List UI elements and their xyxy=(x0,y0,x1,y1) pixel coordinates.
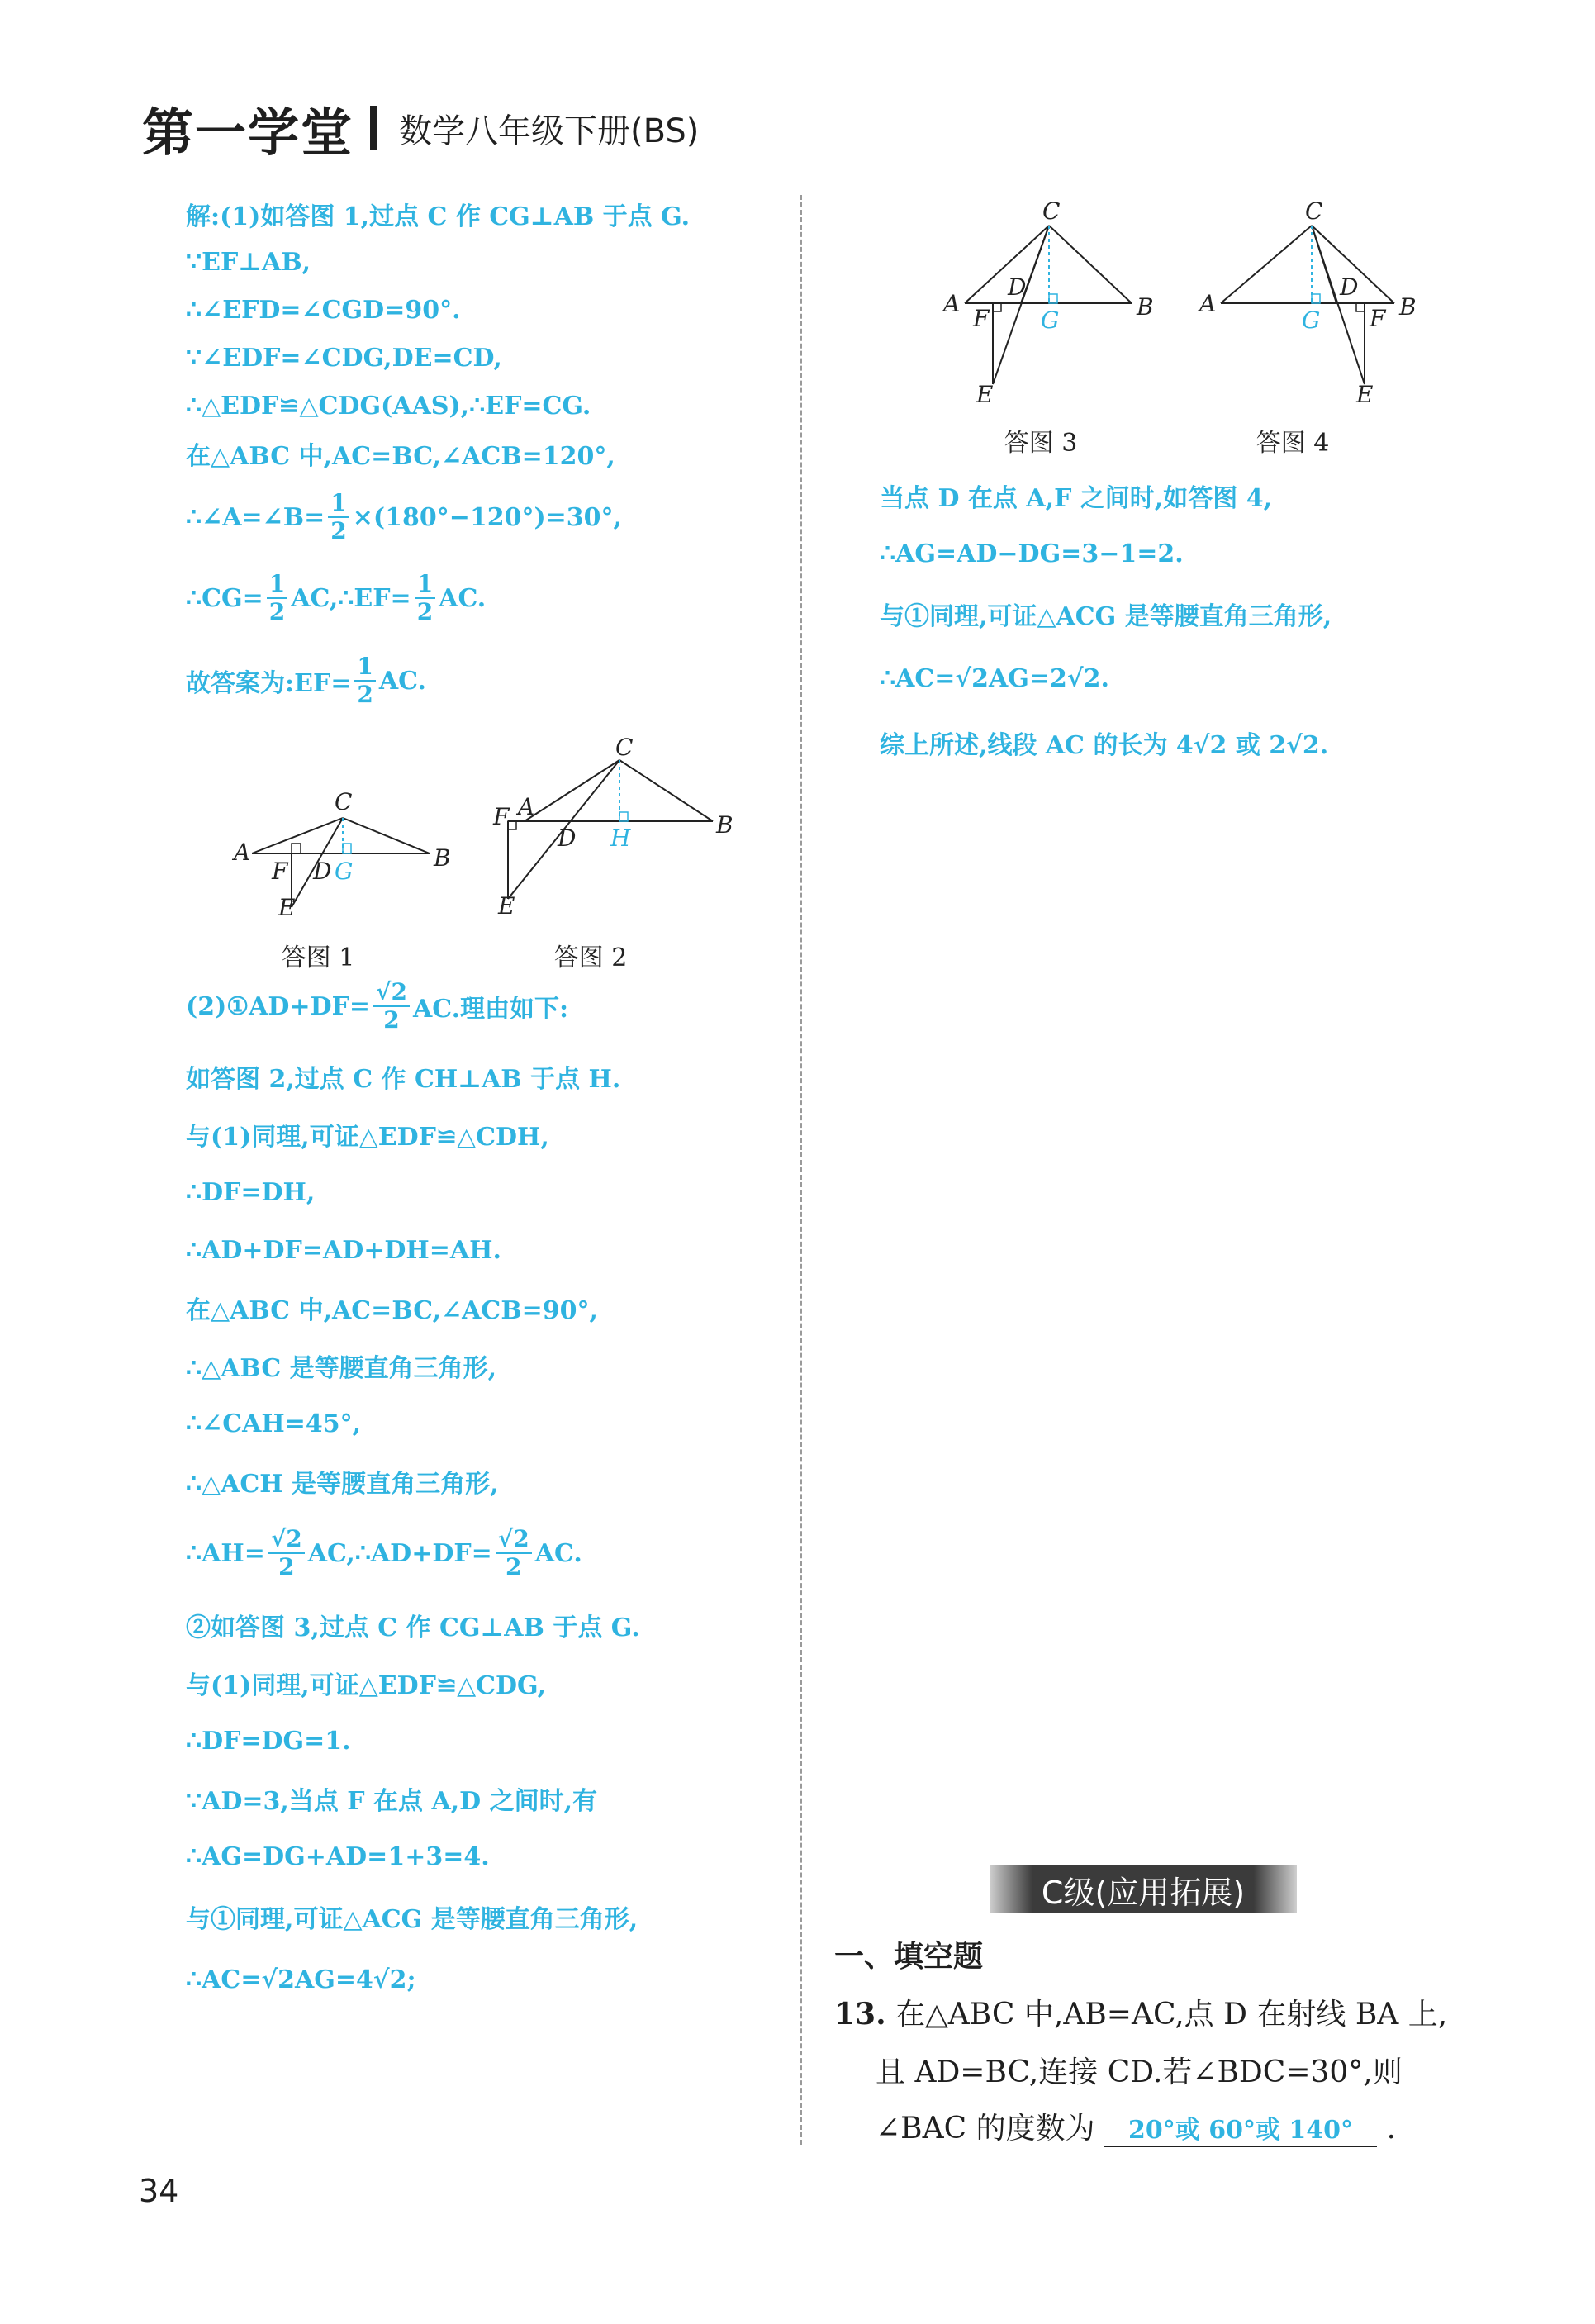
solution-line: 与(1)同理,可证△EDF≌△CDG, xyxy=(186,1671,547,1700)
solution-line: ∴∠CAH=45°, xyxy=(186,1409,362,1438)
brand-title: 第一学堂 xyxy=(142,102,354,163)
label-D: D xyxy=(1340,273,1359,301)
solution-line: 综上所述,线段 AC 的长为 4√2 或 2√2. xyxy=(880,731,1329,760)
label-A: A xyxy=(1199,290,1217,317)
solution-line: 当点 D 在点 A,F 之间时,如答图 4, xyxy=(880,484,1273,513)
book-title: 数学八年级下册(BS) xyxy=(399,112,700,150)
solution-line: 在△ABC 中,AC=BC,∠ACB=90°, xyxy=(186,1296,598,1325)
label-F: F xyxy=(272,858,288,885)
label-C: C xyxy=(1042,197,1061,225)
solution-line: ∴DF=DH, xyxy=(186,1177,316,1207)
label-A: A xyxy=(234,839,251,866)
section-title: 一、填空题 xyxy=(834,1940,984,1974)
label-E: E xyxy=(1356,381,1374,408)
solution-line: 与(1)同理,可证△EDF≌△CDH, xyxy=(186,1123,549,1152)
page-number: 34 xyxy=(139,2173,179,2209)
solution-line: ∴△EDF≌△CDG(AAS),∴EF=CG. xyxy=(186,391,591,421)
label-C: C xyxy=(615,734,634,761)
figure-3-diagram xyxy=(925,194,1181,409)
label-F: F xyxy=(973,305,990,332)
solution-line: ∴AH= $\frac{√2}{2}$ AC,∴AD+DF= $\frac{√2}{2}$ AC. xyxy=(186,1525,582,1580)
label-D: D xyxy=(313,858,332,885)
label-B: B xyxy=(434,844,451,872)
header-divider xyxy=(370,106,377,150)
solution-line: ②如答图 3,过点 C 作 CG⊥AB 于点 G. xyxy=(186,1613,640,1642)
fraction: $\frac{√2}{2}$ xyxy=(268,1528,305,1579)
solution-line: 故答案为:EF= $\frac{1}{2}$ AC. xyxy=(186,653,426,708)
figure-row-3-4 xyxy=(834,194,1512,467)
solution-line: ∴△ABC 是等腰直角三角形, xyxy=(186,1354,497,1383)
left-column xyxy=(186,190,781,2011)
label-H: H xyxy=(610,825,631,852)
solution-line: ∵EF⊥AB, xyxy=(186,247,311,277)
fraction: $\frac{1}{2}$ xyxy=(415,573,435,624)
label-A: A xyxy=(518,793,535,820)
solution-line: 与①同理,可证△ACG 是等腰直角三角形, xyxy=(186,1905,638,1934)
solution-line: 在△ABC 中,AC=BC,∠ACB=120°, xyxy=(186,442,615,471)
question-number: 13. xyxy=(834,1997,886,2032)
solution-line: 解:(1)如答图 1,过点 C 作 CG⊥AB 于点 G. xyxy=(186,202,691,231)
level-badge xyxy=(990,1865,1297,1913)
label-C: C xyxy=(335,788,353,815)
solution-line: ∴CG= $\frac{1}{2}$ AC,∴EF= $\frac{1}{2}$ AC. xyxy=(186,570,487,625)
solution-line: ∴∠EFD=∠CGD=90°. xyxy=(186,295,461,325)
label-C: C xyxy=(1305,197,1323,225)
label-G: G xyxy=(1302,307,1321,334)
fraction: $\frac{1}{2}$ xyxy=(267,573,287,624)
figure-4-diagram xyxy=(1181,194,1437,409)
solution-line: ∴AC=√2AG=2√2. xyxy=(880,663,1109,693)
figure-row-1-2 xyxy=(186,734,781,972)
right-column xyxy=(834,194,1512,774)
label-G: G xyxy=(1041,307,1060,334)
fraction: $\frac{√2}{2}$ xyxy=(496,1528,532,1579)
label-E: E xyxy=(278,894,296,921)
label-B: B xyxy=(1137,293,1154,321)
figure-2-diagram xyxy=(450,734,733,920)
question-line: 13. 在△ABC 中,AB=AC,点 D 在射线 BA 上, xyxy=(834,1997,1448,2032)
figure-caption: 答图 2 xyxy=(553,943,628,972)
label-E: E xyxy=(976,381,994,408)
solution-line: ∵AD=3,当点 F 在点 A,D 之间时,有 xyxy=(186,1787,598,1816)
column-divider xyxy=(800,195,802,2145)
page-header xyxy=(142,91,699,165)
label-F: F xyxy=(1370,305,1386,332)
solution-line: ∴AC=√2AG=4√2; xyxy=(186,1965,416,1994)
figure-caption: 答图 1 xyxy=(281,943,355,972)
solution-line: (2)①AD+DF= $\frac{√2}{2}$ AC.理由如下: xyxy=(186,978,569,1034)
figure-3 xyxy=(925,194,1181,467)
solution-line: 与①同理,可证△ACG 是等腰直角三角形, xyxy=(880,602,1332,631)
figure-1 xyxy=(186,742,451,972)
fraction: $\frac{1}{2}$ xyxy=(328,492,349,543)
label-D: D xyxy=(558,825,577,852)
figure-caption: 答图 4 xyxy=(1256,429,1330,458)
fraction: $\frac{1}{2}$ xyxy=(354,655,375,706)
label-F: F xyxy=(493,803,510,830)
solution-line: ∵∠EDF=∠CDG,DE=CD, xyxy=(186,343,502,373)
question-line: 且 AD=BC,连接 CD.若∠BDC=30°,则 xyxy=(876,2055,1403,2089)
figure-1-diagram xyxy=(186,742,451,921)
label-A: A xyxy=(943,290,961,317)
question-line: ∠BAC 的度数为 20°或 60°或 140° . xyxy=(876,2105,1396,2147)
label-G: G xyxy=(335,858,354,885)
solution-line: ∴AD+DF=AD+DH=AH. xyxy=(186,1235,501,1265)
solution-line: ∴∠A=∠B= $\frac{1}{2}$ ×(180°−120°)=30°, xyxy=(186,489,623,544)
figure-2 xyxy=(450,734,733,972)
answer-blank: 20°或 60°或 140° xyxy=(1104,2109,1377,2147)
label-D: D xyxy=(1008,273,1027,301)
level-badge-label: C级(应用拓展) xyxy=(1041,1874,1246,1911)
solution-line: ∴AG=AD−DG=3−1=2. xyxy=(880,539,1184,568)
solution-line: 如答图 2,过点 C 作 CH⊥AB 于点 H. xyxy=(186,1065,621,1094)
solution-line: ∴AG=DG+AD=1+3=4. xyxy=(186,1842,490,1871)
figure-4 xyxy=(1181,194,1437,467)
label-B: B xyxy=(716,811,733,839)
solution-line: ∴DF=DG=1. xyxy=(186,1726,351,1756)
label-E: E xyxy=(498,892,515,920)
label-B: B xyxy=(1399,293,1417,321)
figure-caption: 答图 3 xyxy=(1004,429,1078,458)
fraction: $\frac{√2}{2}$ xyxy=(373,981,410,1032)
solution-line: ∴△ACH 是等腰直角三角形, xyxy=(186,1470,499,1499)
